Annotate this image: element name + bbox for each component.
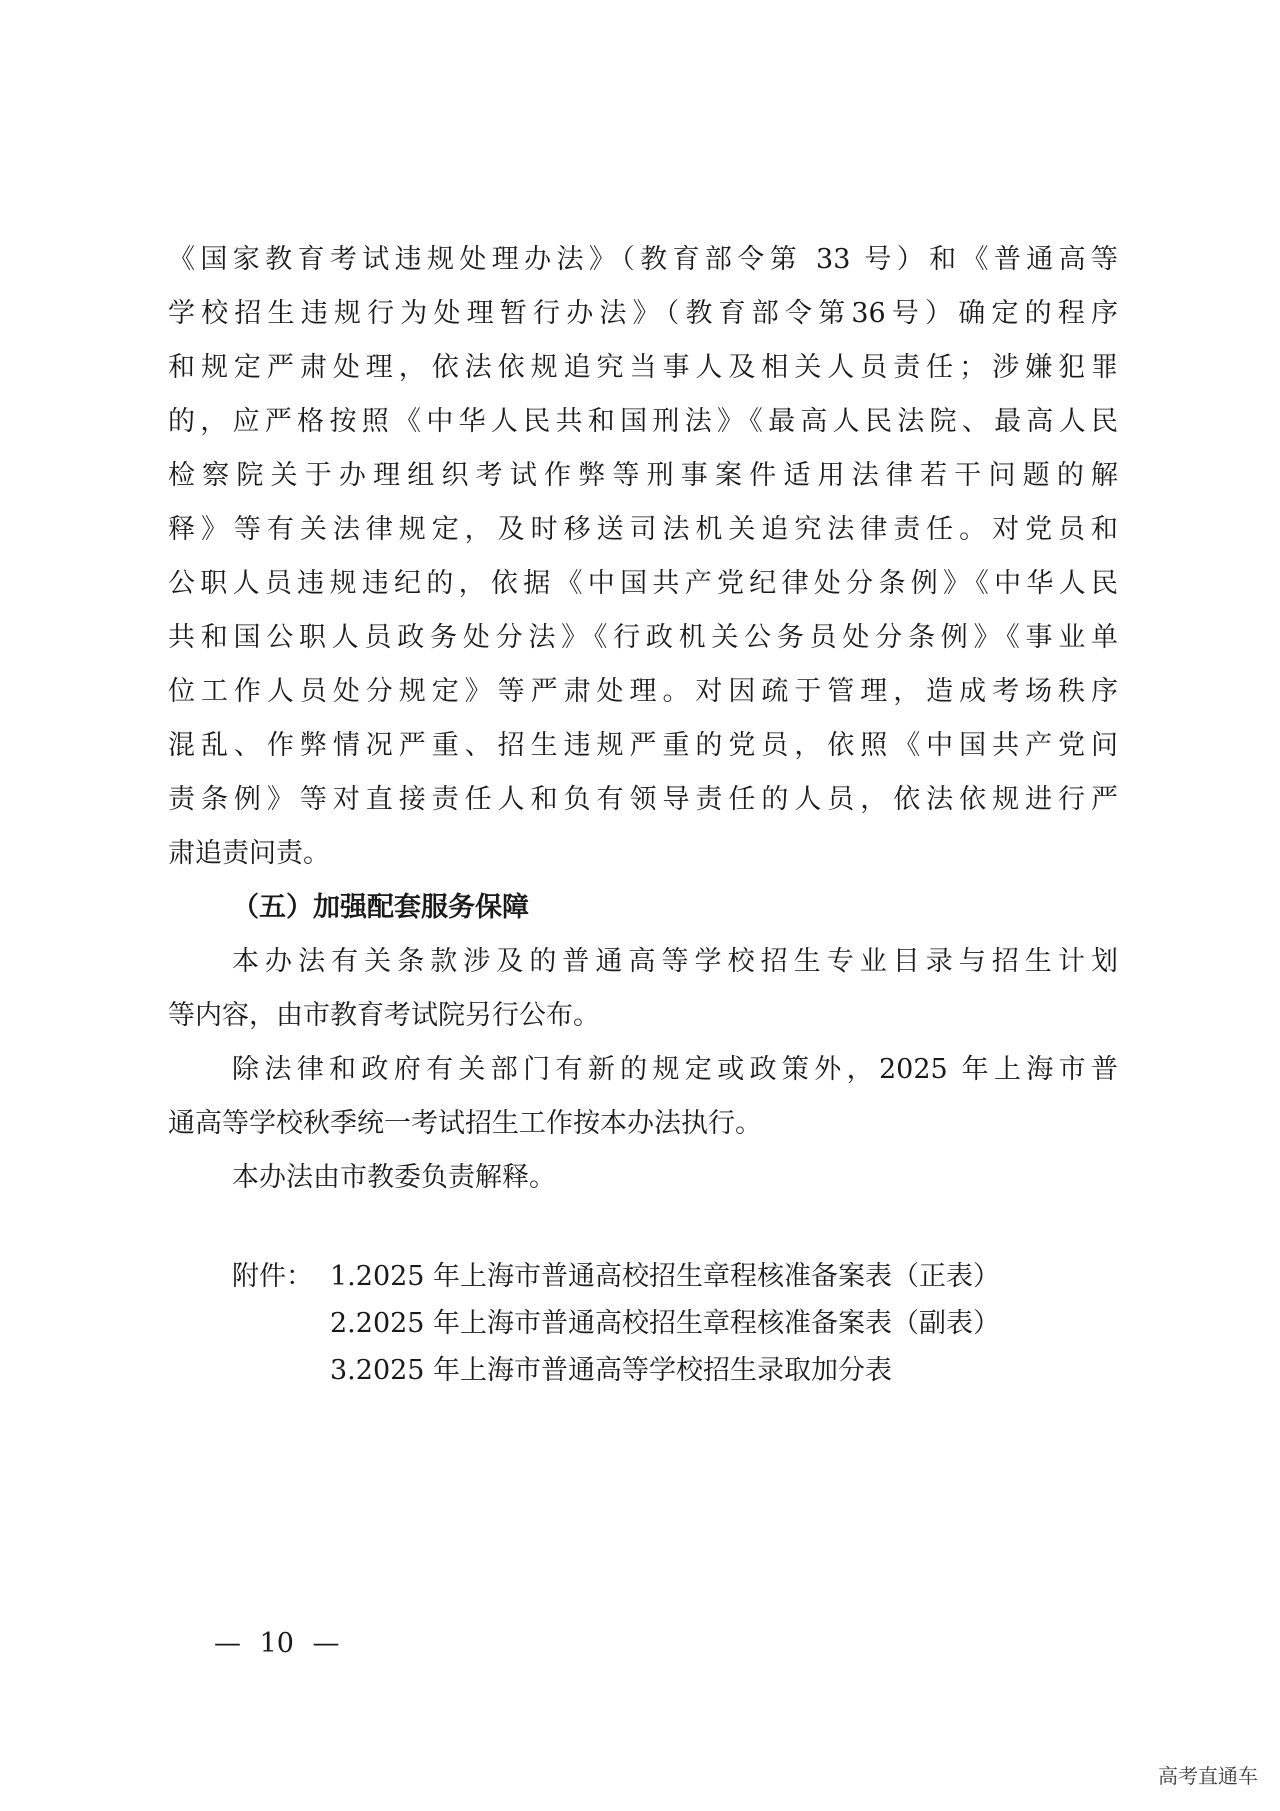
paragraph-line: 通高等学校秋季统一考试招生工作按本办法执行。 [168,1108,762,1139]
attachments-list [232,1253,1132,1394]
paragraph-line: 肃追责问责。 [168,838,330,869]
document-body [168,233,1118,1205]
paragraph-line: 除法律和政府有关部门有新的规定或政策外，2025 年上海市普 [232,1054,1118,1085]
attachment-item: 1.2025 年上海市普通高校招生章程核准备案表（正表） [330,1261,1001,1292]
paragraph-line: 和规定严肃处理，依法依规追究当事人及相关人员责任；涉嫌犯罪 [168,352,1118,383]
paragraph-line: 《国家教育考试违规处理办法》（教育部令第 33 号）和《普通高等 [168,244,1118,275]
paragraph-line: 位工作人员处分规定》等严肃处理。对因疏于管理，造成考场秩序 [168,676,1118,707]
paragraph-line: 检察院关于办理组织考试作弊等刑事案件适用法律若干问题的解 [168,460,1118,491]
paragraph-line: 的，应严格按照《中华人民共和国刑法》《最高人民法院、最高人民 [168,406,1118,437]
attachment-item: 3.2025 年上海市普通高等学校招生录取加分表 [330,1355,893,1386]
attachment-row [232,1253,1132,1300]
paragraph-line: 混乱、作弊情况严重、招生违规严重的党员，依照《中国共产党问 [168,730,1118,761]
paragraph-line: 本办法有关条款涉及的普通高等学校招生专业目录与招生计划 [232,946,1118,977]
page-number: — 10 — [214,1628,340,1659]
paragraph-line: 释》等有关法律规定，及时移送司法机关追究法律责任。对党员和 [168,514,1118,545]
attachment-row [232,1347,1132,1394]
watermark: 高考直通车 [1158,1764,1258,1788]
section-heading: （五）加强配套服务保障 [232,892,529,923]
paragraph-line: 共和国公职人员政务处分法》《行政机关公务员处分条例》《事业单 [168,622,1118,653]
attachment-row [232,1300,1132,1347]
paragraph-line: 本办法由市教委负责解释。 [232,1162,556,1193]
attachment-item: 2.2025 年上海市普通高校招生章程核准备案表（副表） [330,1308,1001,1339]
attachments-label: 附件： [232,1261,313,1292]
paragraph-line: 公职人员违规违纪的，依据《中国共产党纪律处分条例》《中华人民 [168,568,1118,599]
paragraph-line: 等内容，由市教育考试院另行公布。 [168,1000,600,1031]
paragraph-line: 学校招生违规行为处理暂行办法》（教育部令第36号）确定的程序 [168,298,1118,329]
paragraph-line: 责条例》等对直接责任人和负有领导责任的人员，依法依规进行严 [168,784,1118,815]
